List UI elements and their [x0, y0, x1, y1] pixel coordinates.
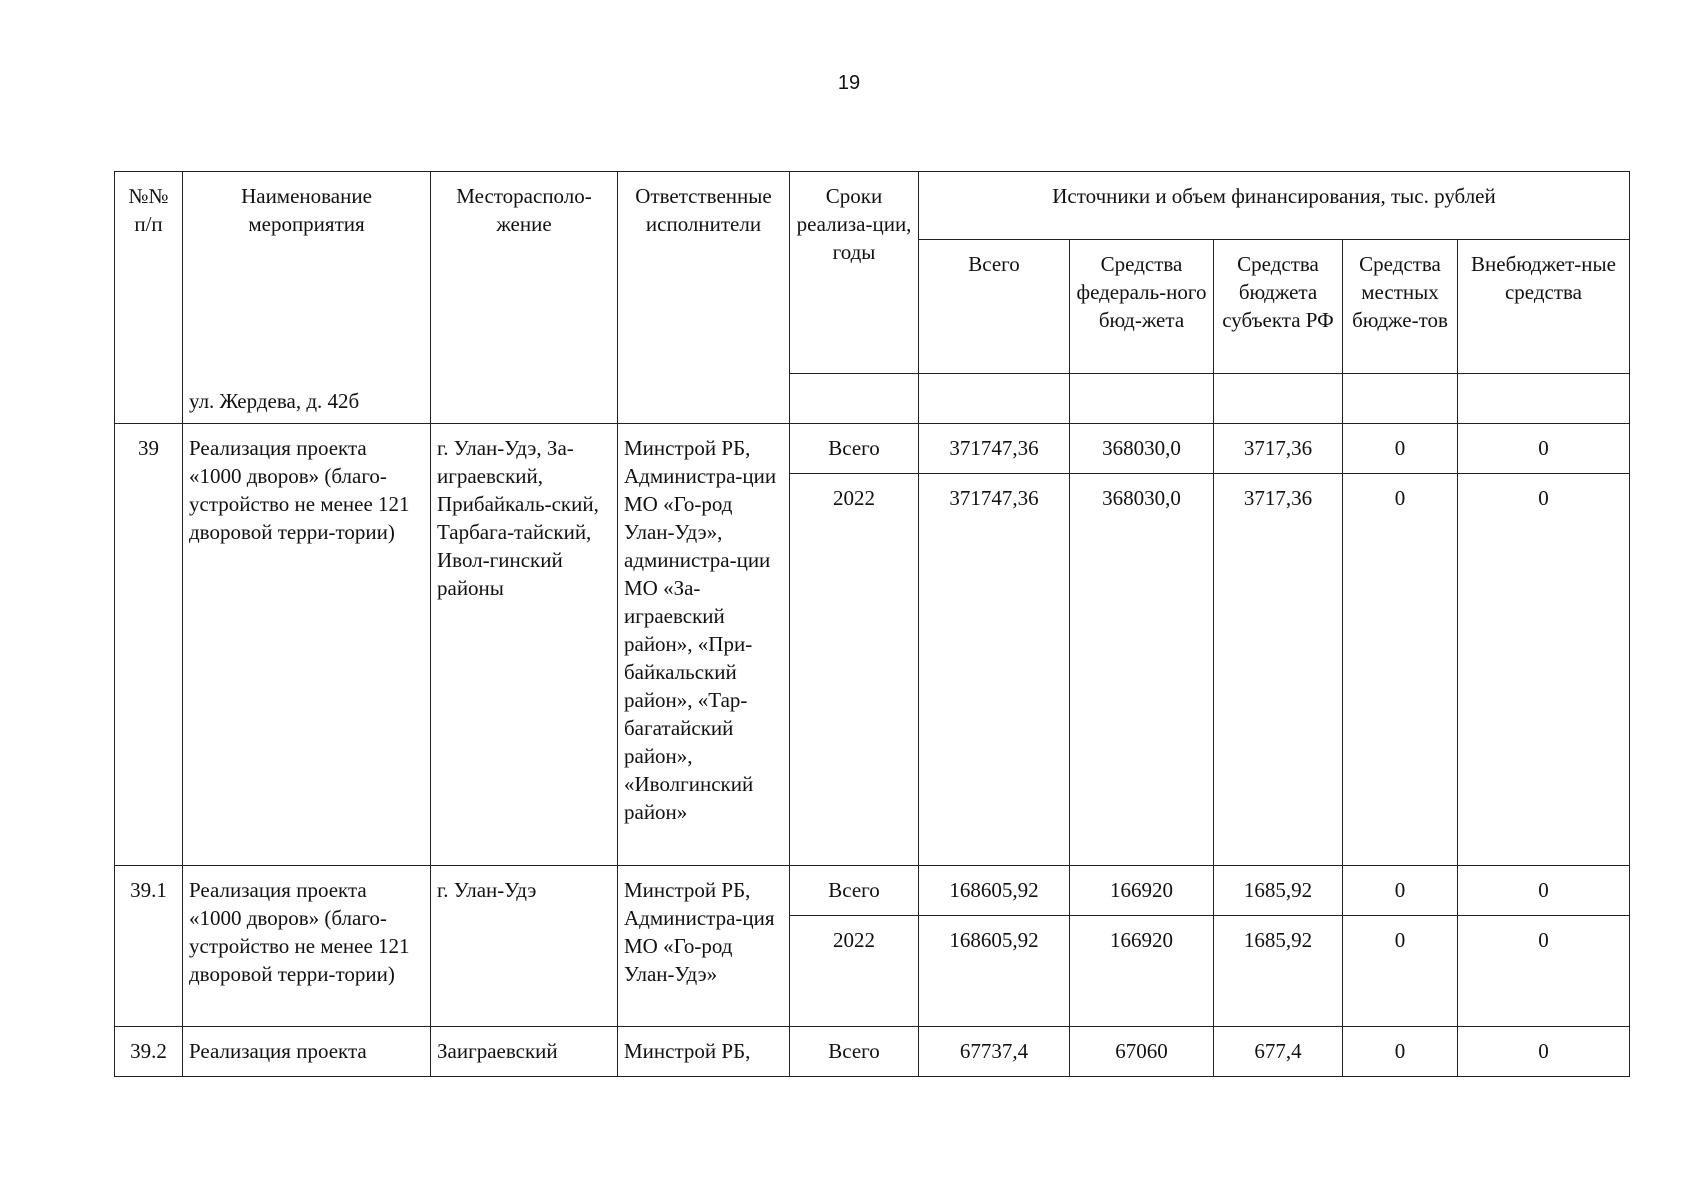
row-responsible: Минстрой РБ,	[618, 1027, 790, 1077]
empty-cell	[1458, 374, 1630, 424]
header-name	[183, 172, 431, 424]
header-terms: Сроки реализа-ции, годы	[790, 172, 919, 374]
row-term: 2022	[790, 916, 919, 1027]
row-local: 0	[1343, 424, 1458, 474]
header-federal: Средства федераль-ного бюд-жета	[1070, 240, 1214, 374]
row-term: Всего	[790, 424, 919, 474]
page-number: 19	[837, 72, 861, 94]
header-regional: Средства бюджета субъекта РФ	[1214, 240, 1343, 374]
table-row	[115, 1027, 1630, 1077]
row-total: 67737,4	[919, 1027, 1070, 1077]
row-regional: 3717,36	[1214, 424, 1343, 474]
row-federal: 368030,0	[1070, 424, 1214, 474]
row-term: 2022	[790, 474, 919, 866]
row-total: 168605,92	[919, 866, 1070, 916]
row-extra: 0	[1458, 866, 1630, 916]
header-funding: Источники и объем финансирования, тыс. рублей	[919, 172, 1630, 240]
row-extra: 0	[1458, 1027, 1630, 1077]
row-name: Реализация проекта	[183, 1027, 431, 1077]
row-extra: 0	[1458, 916, 1630, 1027]
header-extra: Внебюджет-ные средства	[1458, 240, 1630, 374]
empty-cell	[1070, 374, 1214, 424]
header-responsible: Ответственные исполнители	[618, 172, 790, 424]
row-location: г. Улан-Удэ, За-играевский, Прибайкаль-ский, Тарбага-тайский, Ивол-гинский районы	[431, 424, 618, 866]
header-name-text: Наименование мероприятия	[241, 184, 372, 236]
row-regional: 677,4	[1214, 1027, 1343, 1077]
header-location: Месторасполо-жение	[431, 172, 618, 424]
row-local: 0	[1343, 866, 1458, 916]
row-location: Заиграевский	[431, 1027, 618, 1077]
row-num: 39	[115, 424, 183, 866]
row-num: 39.2	[115, 1027, 183, 1077]
row-local: 0	[1343, 1027, 1458, 1077]
row-local: 0	[1343, 474, 1458, 866]
empty-cell	[1343, 374, 1458, 424]
row-name: Реализация проекта «1000 дворов» (благо-устройство не менее 121 дворовой терри-тории)	[183, 424, 431, 866]
header-num: №№ п/п	[115, 172, 183, 424]
empty-cell	[1214, 374, 1343, 424]
row-total: 371747,36	[919, 474, 1070, 866]
row-federal: 368030,0	[1070, 474, 1214, 866]
row-term: Всего	[790, 1027, 919, 1077]
table-row	[115, 424, 1630, 474]
row-responsible: Минстрой РБ, Администра-ции МО «Го-род Улан-Удэ», администра-ции МО «За-играевский район», «При-байкальский район», «Тар-багатайский район», «Иволгинский район»	[618, 424, 790, 866]
row-federal: 166920	[1070, 866, 1214, 916]
row-regional: 3717,36	[1214, 474, 1343, 866]
row-num: 39.1	[115, 866, 183, 1027]
row-term: Всего	[790, 866, 919, 916]
row-extra: 0	[1458, 474, 1630, 866]
empty-cell	[790, 374, 919, 424]
header-total: Всего	[919, 240, 1070, 374]
continuation-text: ул. Жердева, д. 42б	[189, 389, 360, 413]
row-regional: 1685,92	[1214, 916, 1343, 1027]
financing-table	[114, 171, 1630, 1077]
header-local: Средства местных бюдже-тов	[1343, 240, 1458, 374]
row-responsible: Минстрой РБ, Администра-ция МО «Го-род Улан-Удэ»	[618, 866, 790, 1027]
row-total: 168605,92	[919, 916, 1070, 1027]
row-name: Реализация проекта «1000 дворов» (благо-устройство не менее 121 дворовой терри-тории)	[183, 866, 431, 1027]
row-location: г. Улан-Удэ	[431, 866, 618, 1027]
table-row	[115, 866, 1630, 916]
row-total: 371747,36	[919, 424, 1070, 474]
row-federal: 166920	[1070, 916, 1214, 1027]
empty-cell	[919, 374, 1070, 424]
row-federal: 67060	[1070, 1027, 1214, 1077]
row-local: 0	[1343, 916, 1458, 1027]
row-regional: 1685,92	[1214, 866, 1343, 916]
table-header-row	[115, 172, 1630, 240]
row-extra: 0	[1458, 424, 1630, 474]
